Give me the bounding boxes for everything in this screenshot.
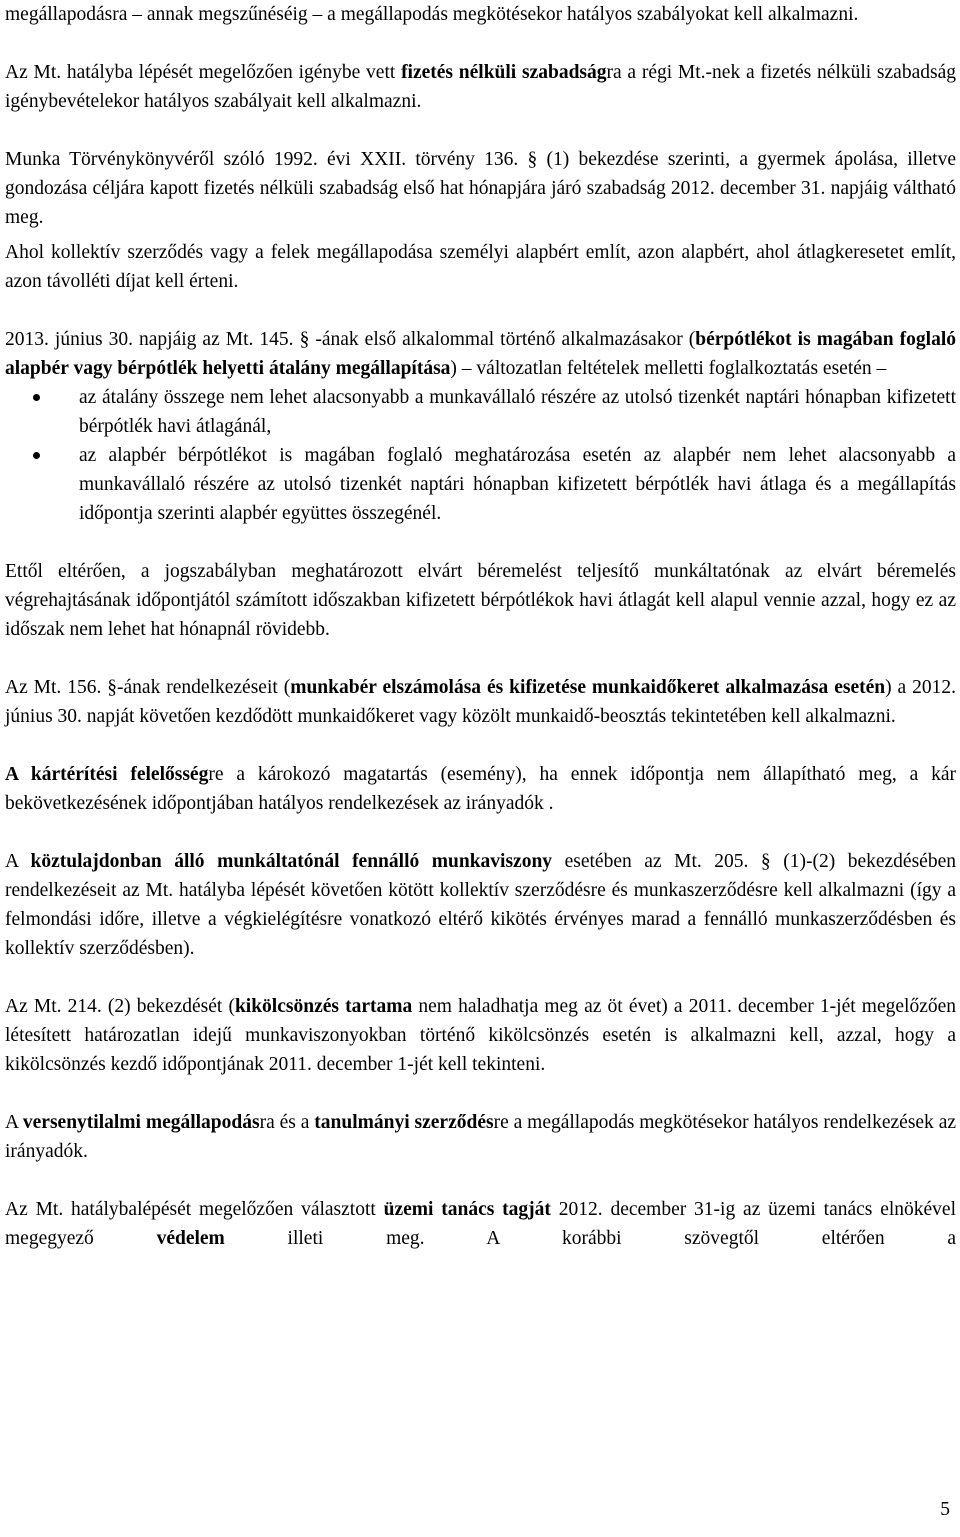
bold-term: A kártérítési felelősség bbox=[5, 764, 209, 785]
paragraph-156-section: Az Mt. 156. §-ának rendelkezéseit (munkabér elszámolása és kifizetése munkaidőkeret alkalmazása esetén) a 2012. június 30. napját követően kezdődött munkaidőkeret vagy közölt munkaidő-beosztás tekintetében kell alkalmazni. bbox=[5, 677, 956, 727]
page-number: 5 bbox=[940, 1499, 950, 1520]
bullet-list bbox=[5, 383, 956, 528]
bold-term: versenytilalmi megállapodás bbox=[22, 1112, 260, 1133]
paragraph-liability: A kártérítési felelősségre a károkozó magatartás (esemény), ha ennek időpontja nem állapítható meg, a kár bekövetkezésének időpontjában hatályos rendelkezések az irányadók . bbox=[5, 764, 956, 814]
paragraph-145-section: 2013. június 30. napjáig az Mt. 145. § -ának első alkalommal történő alkalmazásakor (bérpótlékot is magában foglaló alapbér vagy bérpótlék helyetti átalány megállapítása) – változatlan feltételek melletti foglalkoztatás esetén – bbox=[5, 329, 956, 379]
paragraph-wage-increase: Ettől eltérően, a jogszabályban meghatározott elvárt béremelést teljesítő munkáltatónak az elvárt béremelés végrehajtásának időpontjától számított időszakban kifizetett bérpótlékok havi átlagát kell alapul vennie azzal, hogy ez az időszak nem lehet hat hónapnál rövidebb. bbox=[5, 561, 956, 640]
paragraph-public-employer: A köztulajdonban álló munkáltatónál fennálló munkaviszony esetében az Mt. 205. § (1)-(2) bekezdésében rendelkezéseit az Mt. hatályba lépését követően kötött kollektív szerződésre és munkaszerződésre kell alkalmazni (így a felmondási időre, illetve a végkielégítésre vonatkozó eltérő kikötés érvényes marad a fennálló munkaszerződésben és kollektív szerződésben). bbox=[5, 851, 956, 959]
bold-term: munkabér elszámolása és kifizetése munkaidőkeret alkalmazása esetén bbox=[290, 677, 886, 698]
bold-term: tanulmányi szerződés bbox=[314, 1112, 494, 1133]
list-item: az átalány összege nem lehet alacsonyabb a munkavállaló részére az utolsó tizenkét naptári hónapban kifizetett bérpótlék havi átlagánál, bbox=[5, 383, 956, 441]
paragraph-1992-law: Munka Törvénykönyvéről szóló 1992. évi XXII. törvény 136. § (1) bekezdése szerinti, a gyermek ápolása, illetve gondozása céljára kapott fizetés nélküli szabadság első hat hónapjára járó szabadság 2012. december 31. napjáig váltható meg. bbox=[5, 149, 956, 228]
paragraph-agreement-rules: megállapodásra – annak megszűnéséig – a megállapodás megkötésekor hatályos szabályokat kell alkalmazni. bbox=[5, 4, 859, 25]
paragraph-works-council: Az Mt. hatálybalépését megelőzően választott üzemi tanács tagját 2012. december 31-ig az üzemi tanács elnökével megegyező védelem illeti meg. A korábbi szövegtől eltérően a bbox=[5, 1199, 957, 1249]
bold-term: védelem bbox=[156, 1228, 225, 1249]
list-item: az alapbér bérpótlékot is magában foglaló meghatározása esetén az alapbér nem lehet alacsonyabb a munkavállaló részére az utolsó tizenkét naptári hónapban kifizetett bérpótlék havi átlaga és a megállapítás időpontja szerinti alapbér együttes összegénél. bbox=[5, 441, 956, 528]
bold-term: kikölcsönzés tartama bbox=[234, 996, 413, 1017]
bold-term: üzemi tanács tagját bbox=[383, 1199, 551, 1220]
paragraph-214-section: Az Mt. 214. (2) bekezdését (kikölcsönzés tartama nem haladhatja meg az öt évet) a 2011. december 1-jét megelőzően létesített határozatlan idejű munkaviszonyokban történő kikölcsönzés esetén is alkalmazni kell, azzal, hogy a kikölcsönzés kezdő időpontjának 2011. december 1-jét kell tekinteni. bbox=[5, 996, 957, 1075]
bold-term: fizetés nélküli szabadság bbox=[401, 62, 607, 83]
paragraph-noncompete: A versenytilalmi megállapodásra és a tanulmányi szerződésre a megállapodás megkötésekor hatályos rendelkezések az irányadók. bbox=[5, 1112, 956, 1162]
bold-term: bérpótlékot is magában foglaló alapbér vagy bérpótlék helyetti átalány megállapítása bbox=[5, 329, 956, 379]
bullet-icon bbox=[33, 452, 40, 459]
bold-term: köztulajdonban álló munkáltatónál fennálló munkaviszony bbox=[30, 851, 553, 872]
paragraph-base-wage: Ahol kollektív szerződés vagy a felek megállapodása személyi alapbért említ, azon alapbért, ahol átlagkeresetet említ, azon távolléti díjat kell érteni. bbox=[5, 242, 956, 292]
document-page bbox=[5, 0, 956, 1253]
paragraph-unpaid-leave: Az Mt. hatályba lépését megelőzően igénybe vett fizetés nélküli szabadságra a régi Mt.-nek a fizetés nélküli szabadság igénybevételekor hatályos szabályait kell alkalmazni. bbox=[5, 62, 956, 112]
bullet-icon bbox=[33, 394, 40, 401]
